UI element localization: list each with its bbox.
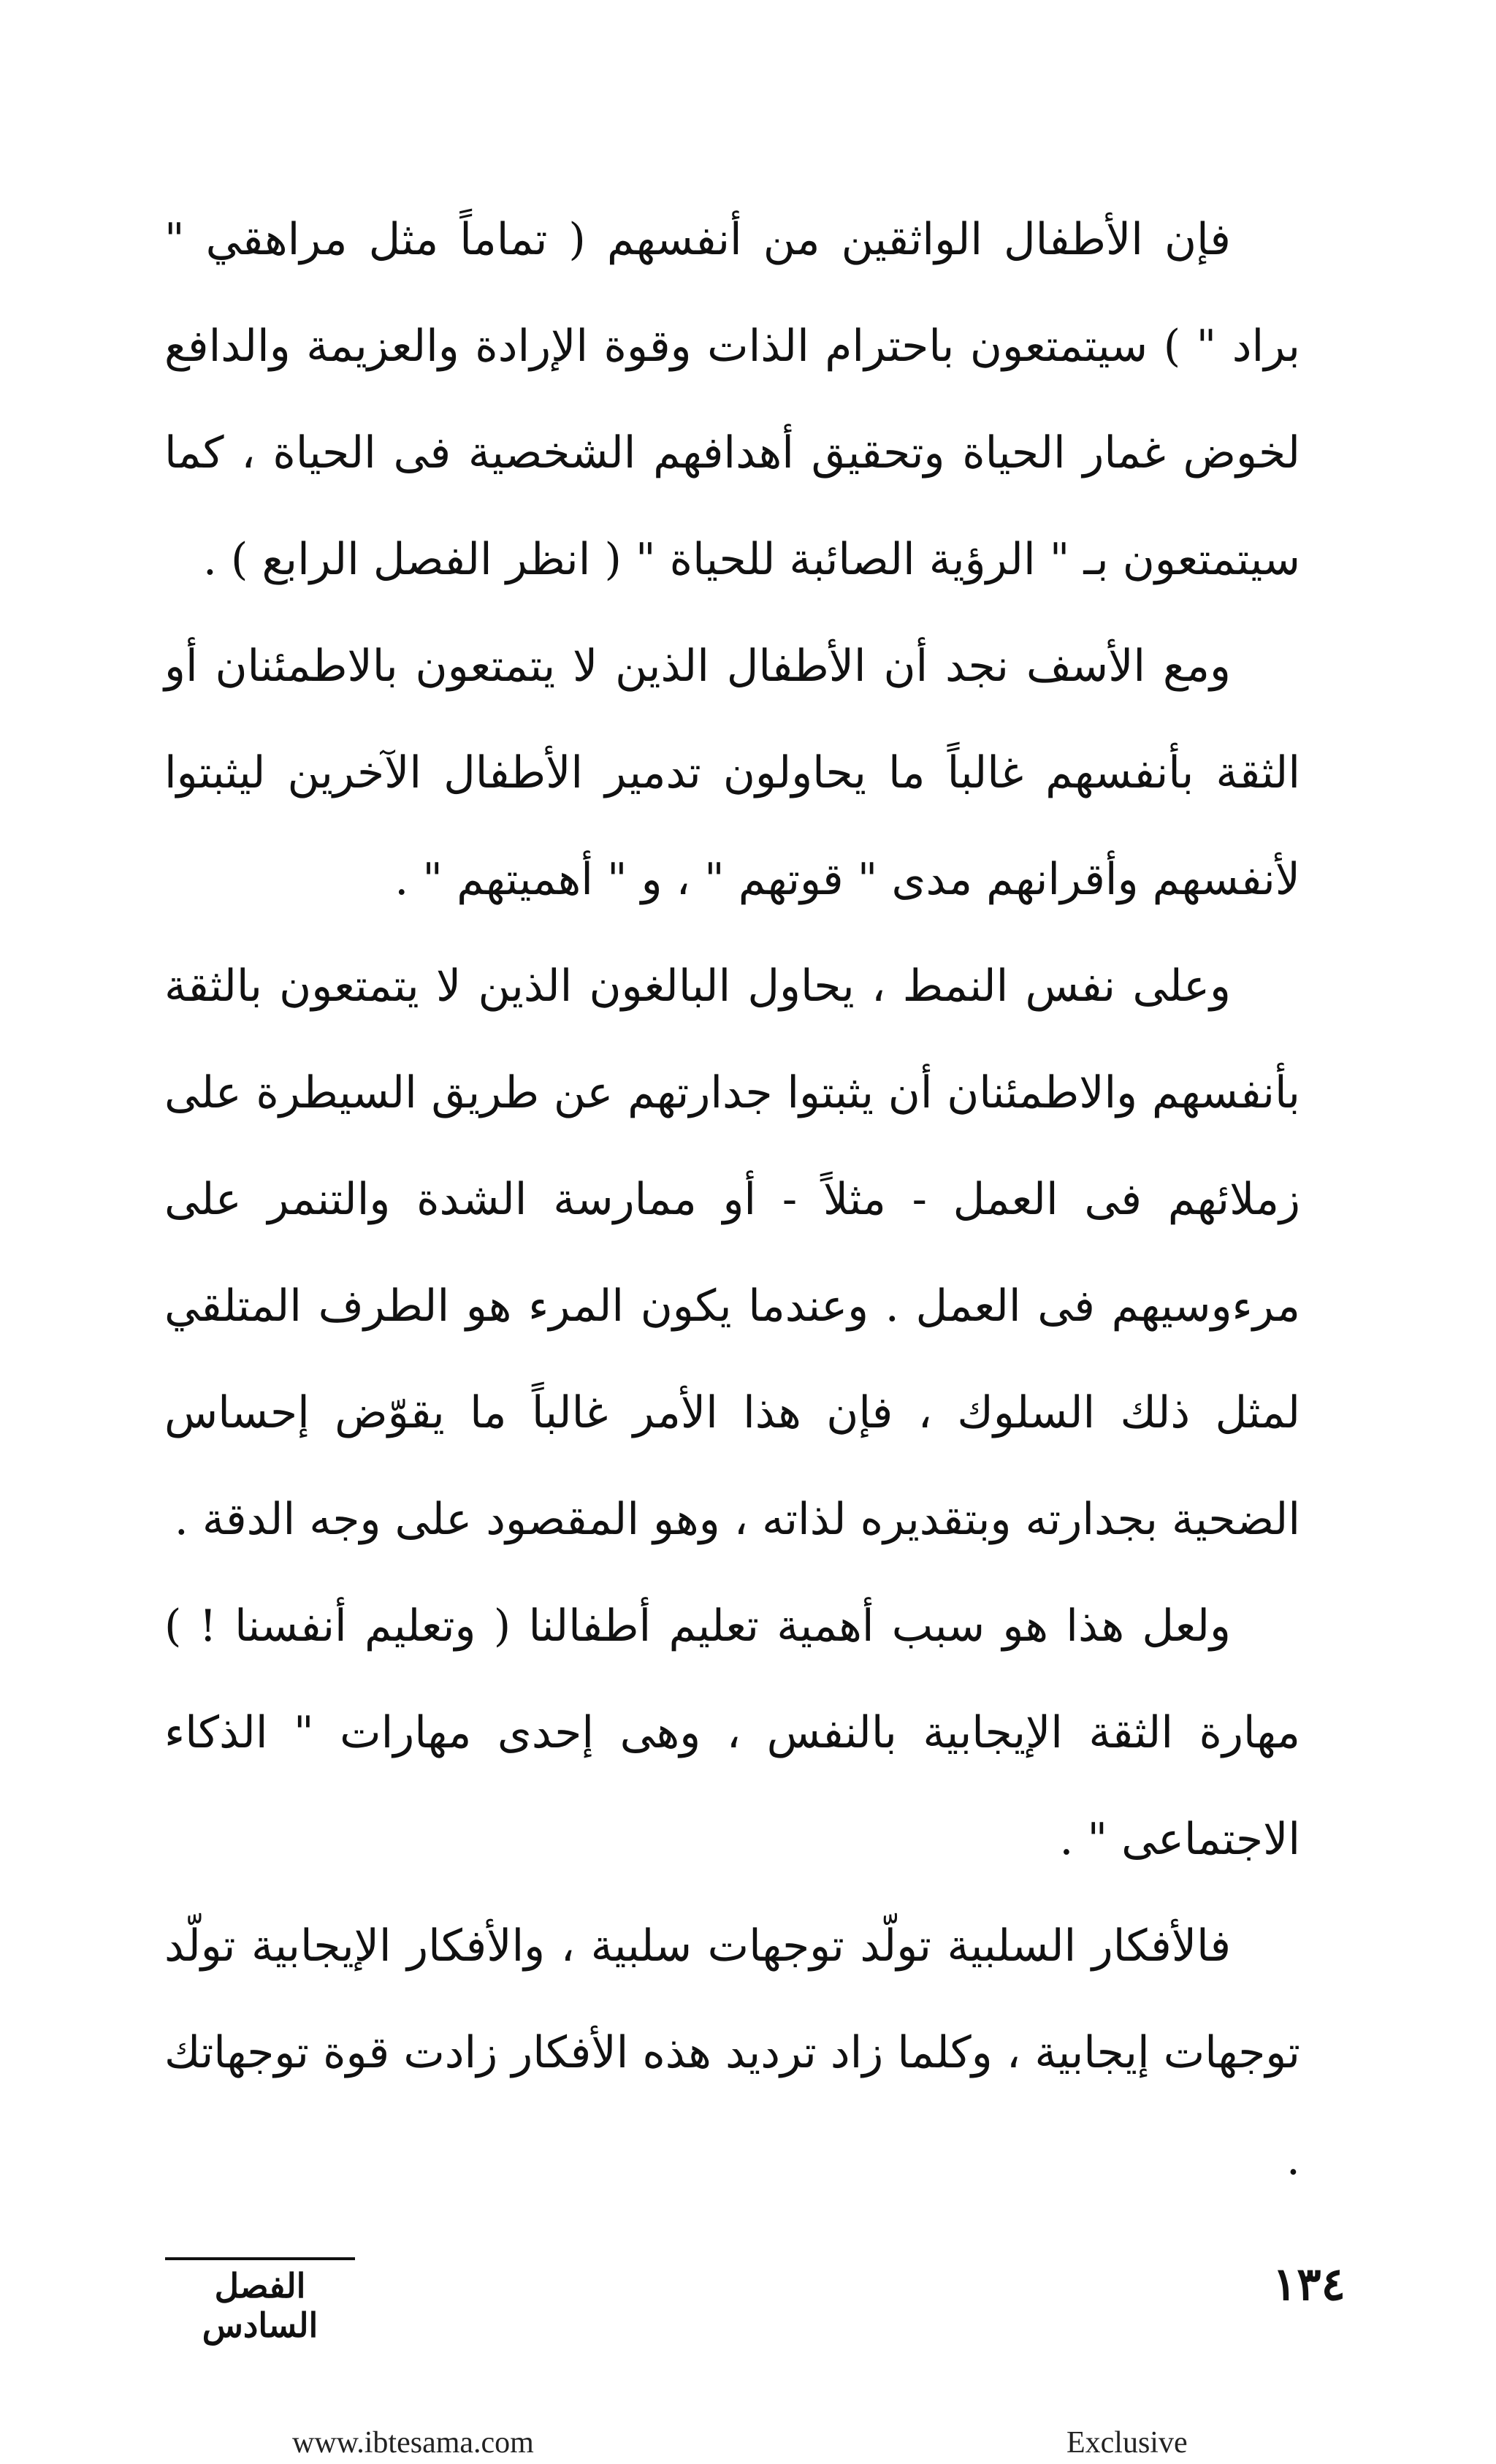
site-url: www.ibtesama.com <box>292 2426 534 2460</box>
chapter-divider <box>165 2257 355 2260</box>
site-footer <box>0 2425 1496 2464</box>
body-text <box>164 186 1300 2213</box>
page-number: ١٣٤ <box>1272 2257 1346 2311</box>
page-footer <box>0 2257 1496 2345</box>
paragraph-1: فإن الأطفال الواثقين من أنفسهم ( تماماً مثل مراهقي " براد " ) سيتمتعون باحترام الذات وقوة الإرادة والعزيمة والدافع لخوض غمار الحياة وتحقيق أهدافهم الشخصية فى الحياة ، كما سيتمتعون بـ " الرؤية الصائبة للحياة " ( انظر الفصل الرابع ) . <box>164 214 1300 585</box>
site-label: Exclusive <box>1066 2426 1188 2460</box>
chapter-label-block <box>165 2257 355 2345</box>
paragraph-4: ولعل هذا هو سبب أهمية تعليم أطفالنا ( وتعليم أنفسنا ! ) مهارة الثقة الإيجابية بالنفس ، وهى إحدى مهارات " الذكاء الاجتماعى " . <box>164 1601 1300 1865</box>
chapter-name: الفصل السادس <box>202 2266 318 2345</box>
paragraph-5: فالأفكار السلبية تولّد توجهات سلبية ، والأفكار الإيجابية تولّد توجهات إيجابية ، وكلما زاد ترديد هذه الأفكار زادت قوة توجهاتك . <box>164 1921 1300 2185</box>
paragraph-3: وعلى نفس النمط ، يحاول البالغون الذين لا يتمتعون بالثقة بأنفسهم والاطمئنان أن يثبتوا جدارتهم عن طريق السيطرة على زملائهم فى العمل - مثلاً - أو ممارسة الشدة والتنمر على مرءوسيهم فى العمل . وعندما يكون المرء هو الطرف المتلقي لمثل ذلك السلوك ، فإن هذا الأمر غالباً ما يقوّض إحساس الضحية بجدارته وبتقديره لذاته ، وهو المقصود على وجه الدقة . <box>164 961 1300 1545</box>
paragraph-2: ومع الأسف نجد أن الأطفال الذين لا يتمتعون بالاطمئنان أو الثقة بأنفسهم غالباً ما يحاولون تدمير الأطفال الآخرين ليثبتوا لأنفسهم وأقرانهم مدى " قوتهم " ، و " أهميتهم " . <box>164 641 1300 905</box>
